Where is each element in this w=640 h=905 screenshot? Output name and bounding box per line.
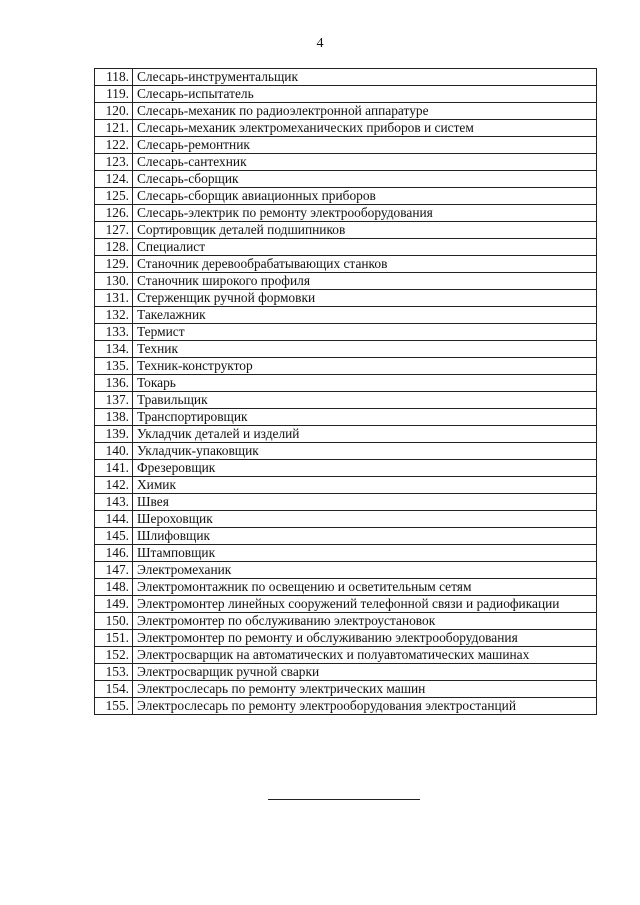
table-row	[95, 630, 597, 647]
row-number: 125.	[95, 188, 133, 205]
occupation-title: Слесарь-механик по радиоэлектронной аппаратуре	[133, 103, 597, 120]
row-number: 124.	[95, 171, 133, 188]
table-row	[95, 137, 597, 154]
occupation-title: Специалист	[133, 239, 597, 256]
row-number: 150.	[95, 613, 133, 630]
table-row	[95, 511, 597, 528]
table-row	[95, 239, 597, 256]
table-row	[95, 460, 597, 477]
occupation-title: Электросварщик ручной сварки	[133, 664, 597, 681]
table-row	[95, 375, 597, 392]
table-row	[95, 154, 597, 171]
occupation-title: Электромонтер по ремонту и обслуживанию электрооборудования	[133, 630, 597, 647]
occupation-title: Станочник широкого профиля	[133, 273, 597, 290]
row-number: 153.	[95, 664, 133, 681]
table-row	[95, 222, 597, 239]
table-row	[95, 477, 597, 494]
occupation-title: Слесарь-сборщик	[133, 171, 597, 188]
occupation-title: Техник	[133, 341, 597, 358]
occupation-title: Электромеханик	[133, 562, 597, 579]
table-row	[95, 613, 597, 630]
occupation-title: Стерженщик ручной формовки	[133, 290, 597, 307]
row-number: 139.	[95, 426, 133, 443]
table-row	[95, 664, 597, 681]
row-number: 140.	[95, 443, 133, 460]
row-number: 120.	[95, 103, 133, 120]
row-number: 136.	[95, 375, 133, 392]
table-row	[95, 205, 597, 222]
table-row	[95, 324, 597, 341]
occupation-title: Швея	[133, 494, 597, 511]
occupation-title: Штамповщик	[133, 545, 597, 562]
table-row	[95, 290, 597, 307]
occupation-title: Станочник деревообрабатывающих станков	[133, 256, 597, 273]
row-number: 129.	[95, 256, 133, 273]
end-divider-line	[268, 799, 420, 800]
table-row	[95, 307, 597, 324]
occupation-title: Травильщик	[133, 392, 597, 409]
row-number: 144.	[95, 511, 133, 528]
row-number: 147.	[95, 562, 133, 579]
row-number: 137.	[95, 392, 133, 409]
page-number: 4	[316, 36, 324, 51]
row-number: 128.	[95, 239, 133, 256]
table-row	[95, 562, 597, 579]
occupation-title: Токарь	[133, 375, 597, 392]
row-number: 146.	[95, 545, 133, 562]
table-row	[95, 426, 597, 443]
row-number: 121.	[95, 120, 133, 137]
table-row	[95, 579, 597, 596]
row-number: 135.	[95, 358, 133, 375]
row-number: 122.	[95, 137, 133, 154]
occupation-title: Слесарь-сантехник	[133, 154, 597, 171]
table-row	[95, 273, 597, 290]
occupation-title: Химик	[133, 477, 597, 494]
occupation-title: Техник-конструктор	[133, 358, 597, 375]
table-row	[95, 86, 597, 103]
table-row	[95, 681, 597, 698]
table-row	[95, 188, 597, 205]
table-row	[95, 545, 597, 562]
table-row	[95, 443, 597, 460]
occupation-title: Электрослесарь по ремонту электрооборудования электростанций	[133, 698, 597, 715]
row-number: 151.	[95, 630, 133, 647]
row-number: 138.	[95, 409, 133, 426]
row-number: 123.	[95, 154, 133, 171]
table-row	[95, 69, 597, 86]
row-number: 148.	[95, 579, 133, 596]
occupation-title: Электромонтажник по освещению и осветительным сетям	[133, 579, 597, 596]
occupation-title: Шлифовщик	[133, 528, 597, 545]
row-number: 126.	[95, 205, 133, 222]
occupation-title: Электросварщик на автоматических и полуавтоматических машинах	[133, 647, 597, 664]
row-number: 127.	[95, 222, 133, 239]
occupation-title: Электромонтер линейных сооружений телефонной связи и радиофикации	[133, 596, 597, 613]
row-number: 119.	[95, 86, 133, 103]
row-number: 145.	[95, 528, 133, 545]
occupation-title: Такелажник	[133, 307, 597, 324]
occupation-title: Термист	[133, 324, 597, 341]
row-number: 131.	[95, 290, 133, 307]
table-row	[95, 171, 597, 188]
row-number: 154.	[95, 681, 133, 698]
row-number: 142.	[95, 477, 133, 494]
row-number: 141.	[95, 460, 133, 477]
table-row	[95, 647, 597, 664]
row-number: 149.	[95, 596, 133, 613]
row-number: 152.	[95, 647, 133, 664]
occupation-title: Шероховщик	[133, 511, 597, 528]
row-number: 155.	[95, 698, 133, 715]
occupation-title: Слесарь-электрик по ремонту электрооборудования	[133, 205, 597, 222]
occupation-title: Укладчик деталей и изделий	[133, 426, 597, 443]
occupation-title: Транспортировщик	[133, 409, 597, 426]
table-row	[95, 409, 597, 426]
occupation-title: Сортировщик деталей подшипников	[133, 222, 597, 239]
table-row	[95, 494, 597, 511]
row-number: 130.	[95, 273, 133, 290]
occupations-table	[94, 68, 597, 715]
row-number: 132.	[95, 307, 133, 324]
occupation-title: Электромонтер по обслуживанию электроустановок	[133, 613, 597, 630]
occupation-title: Фрезеровщик	[133, 460, 597, 477]
occupation-title: Электрослесарь по ремонту электрических машин	[133, 681, 597, 698]
table-row	[95, 341, 597, 358]
occupation-title: Слесарь-ремонтник	[133, 137, 597, 154]
table-row	[95, 120, 597, 137]
table-row	[95, 596, 597, 613]
table-row	[95, 256, 597, 273]
table-row	[95, 358, 597, 375]
row-number: 134.	[95, 341, 133, 358]
table-row	[95, 528, 597, 545]
table-row	[95, 103, 597, 120]
occupation-title: Слесарь-испытатель	[133, 86, 597, 103]
row-number: 118.	[95, 69, 133, 86]
row-number: 143.	[95, 494, 133, 511]
occupation-title: Слесарь-сборщик авиационных приборов	[133, 188, 597, 205]
table-row	[95, 698, 597, 715]
row-number: 133.	[95, 324, 133, 341]
occupation-title: Слесарь-механик электромеханических приборов и систем	[133, 120, 597, 137]
occupations-table-body	[95, 69, 597, 715]
occupation-title: Укладчик-упаковщик	[133, 443, 597, 460]
table-row	[95, 392, 597, 409]
occupation-title: Слесарь-инструментальщик	[133, 69, 597, 86]
